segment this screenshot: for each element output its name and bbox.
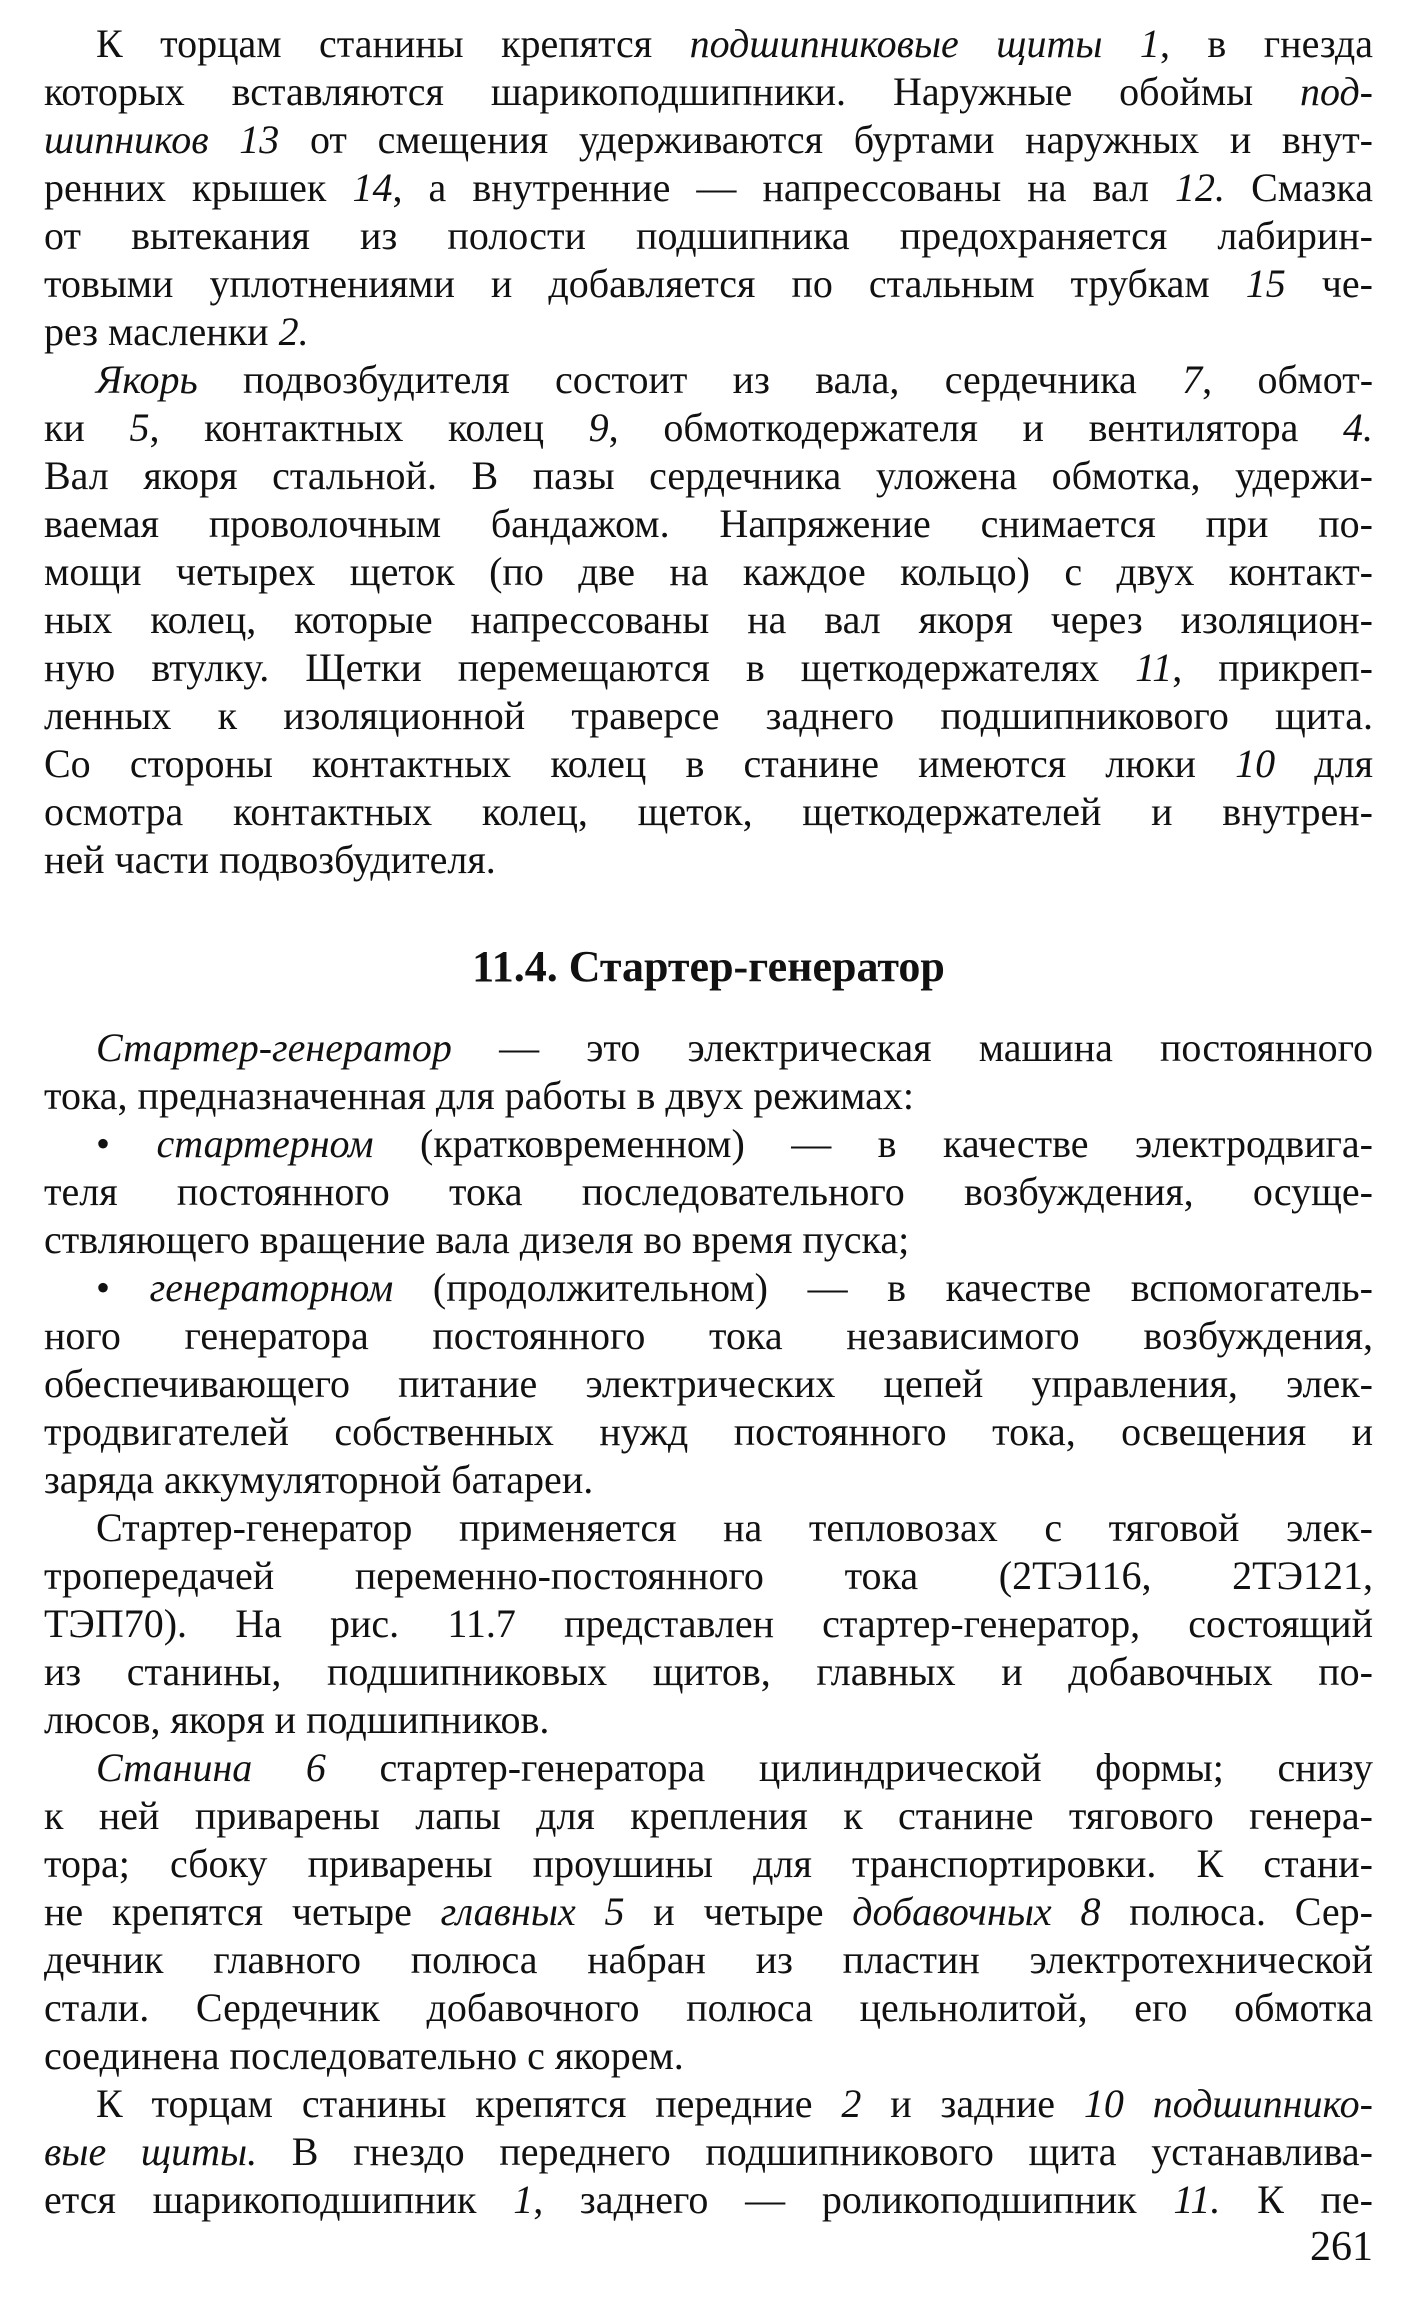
text-line <box>44 740 1373 788</box>
text-line <box>44 164 1373 212</box>
text-segment: полюса. Сер- <box>1100 1889 1373 1934</box>
text-line <box>44 1312 1373 1360</box>
text-segment: ленных к изоляционной траверсе заднего подшипникового щита. <box>44 693 1373 738</box>
text-line <box>44 1216 1373 1264</box>
text-line <box>44 260 1373 308</box>
text-line <box>44 2176 1373 2224</box>
text-line <box>44 68 1373 116</box>
text-segment: тока, предназначенная для работы в двух режимах: <box>44 1073 914 1118</box>
text-line <box>44 788 1373 836</box>
text-line <box>44 1888 1373 1936</box>
text-line <box>44 1696 1373 1744</box>
italic-term: 11 <box>1135 645 1173 690</box>
text-segment: стали. Сердечник добавочного полюса цельнолитой, его обмотка <box>44 1985 1373 2030</box>
text-segment: (продолжительном) — в качестве вспомогатель- <box>393 1265 1373 1310</box>
text-line <box>44 20 1373 68</box>
text-segment: (кратковременном) — в качестве электродвига- <box>373 1121 1373 1166</box>
paragraph <box>44 1024 1373 1120</box>
text-segment: ных колец, которые напрессованы на вал якоря через изоляцион- <box>44 597 1373 642</box>
text-segment: Вал якоря стальной. В пазы сердечника уложена обмотка, удержи- <box>44 453 1373 498</box>
text-line <box>44 2080 1373 2128</box>
text-segment: подвозбудителя состоит из вала, сердечника <box>197 357 1183 402</box>
text-segment: , в гнезда <box>1159 21 1373 66</box>
italic-term: 4. <box>1343 405 1373 450</box>
paragraph <box>44 2080 1373 2224</box>
text-segment: ренних крышек <box>44 165 353 210</box>
italic-term: подшипниковые щиты 1 <box>689 21 1160 66</box>
text-segment: ную втулку. Щетки перемещаются в щеткодержателях <box>44 645 1136 690</box>
text-line <box>44 1648 1373 1696</box>
italic-term: 15 <box>1245 261 1286 306</box>
text-segment: , контактных колец <box>149 405 589 450</box>
italic-term: Стартер-генератор <box>96 1025 452 1070</box>
text-segment: от вытекания из полости подшипника предохраняется лабирин- <box>44 213 1373 258</box>
italic-term: 11. <box>1173 2177 1221 2222</box>
text-line <box>44 1936 1373 1984</box>
italic-term: 14 <box>352 165 393 210</box>
text-line <box>44 1024 1373 1072</box>
text-segment: ваемая проволочным бандажом. Напряжение снимается при по- <box>44 501 1373 546</box>
italic-term: 2 <box>841 2081 862 2126</box>
text-segment: , обмоткодержателя и вентилятора <box>608 405 1343 450</box>
text-line <box>44 1600 1373 1648</box>
text-segment: и задние <box>861 2081 1084 2126</box>
text-segment: заряда аккумуляторной батареи. <box>44 1457 594 1502</box>
text-line <box>44 452 1373 500</box>
text-line <box>44 500 1373 548</box>
text-line <box>44 116 1373 164</box>
text-line <box>44 692 1373 740</box>
text-segment: , обмот- <box>1202 357 1373 402</box>
text-segment: товыми уплотнениями и добавляется по стальным трубкам <box>44 261 1246 306</box>
text-segment: тропередачей переменно-постоянного тока (2ТЭ116, 2ТЭ121, <box>44 1553 1373 1598</box>
text-segment: для <box>1275 741 1373 786</box>
text-line <box>44 1168 1373 1216</box>
text-line <box>44 2128 1373 2176</box>
text-line <box>44 1840 1373 1888</box>
paragraph <box>44 20 1373 356</box>
italic-term: 7 <box>1182 357 1203 402</box>
italic-term: 1 <box>513 2177 534 2222</box>
text-line <box>44 1456 1373 1504</box>
text-line <box>44 1984 1373 2032</box>
text-line <box>44 596 1373 644</box>
text-segment: Стартер-генератор применяется на тепловозах с тяговой элек- <box>96 1505 1373 1550</box>
italic-term: 9 <box>588 405 609 450</box>
italic-term: вые щиты. <box>44 2129 258 2174</box>
text-segment: из станины, подшипниковых щитов, главных и добавочных по- <box>44 1649 1373 1694</box>
text-line <box>44 1792 1373 1840</box>
text-line <box>44 2032 1373 2080</box>
text-segment: дечник главного полюса набран из пластин электротехнической <box>44 1937 1373 1982</box>
text-line <box>44 356 1373 404</box>
text-segment: ется шарикоподшипник <box>44 2177 514 2222</box>
text-segment: К пе- <box>1220 2177 1373 2222</box>
text-line <box>44 1504 1373 1552</box>
text-segment: Смазка <box>1225 165 1373 210</box>
italic-term: генераторном <box>149 1265 394 1310</box>
text-segment: • <box>96 1265 150 1310</box>
text-segment: стартер-генератора цилиндрической формы; снизу <box>325 1745 1373 1790</box>
italic-term: Станина 6 <box>96 1745 326 1790</box>
text-segment: тродвигателей собственных нужд постоянного тока, освещения и <box>44 1409 1373 1454</box>
italic-term: шипников 13 <box>44 117 280 162</box>
text-segment: осмотра контактных колец, щеток, щеткодержателей и внутрен- <box>44 789 1373 834</box>
text-segment: че- <box>1285 261 1373 306</box>
text-segment: обеспечивающего питание электрических цепей управления, элек- <box>44 1361 1373 1406</box>
text-segment: ствляющего вращение вала дизеля во время пуска; <box>44 1217 910 1262</box>
paragraph <box>44 1504 1373 1744</box>
text-segment: В гнездо переднего подшипникового щита устанавлива- <box>257 2129 1373 2174</box>
text-line <box>44 212 1373 260</box>
paragraph <box>44 1120 1373 1264</box>
italic-term: 12. <box>1175 165 1226 210</box>
text-segment: которых вставляются шарикоподшипники. Наружные обоймы <box>44 69 1300 114</box>
text-line <box>44 1264 1373 1312</box>
text-segment: тора; сбоку приварены проушины для транспортировки. К стани- <box>44 1841 1373 1886</box>
page-number: 261 <box>1310 2224 1373 2270</box>
text-segment: и четыре <box>624 1889 853 1934</box>
text-segment: — это электрическая машина постоянного <box>451 1025 1373 1070</box>
text-segment: , заднего — роликоподшипник <box>533 2177 1174 2222</box>
text-segment: Со стороны контактных колец в станине имеются люки <box>44 741 1236 786</box>
text-segment: ного генератора постоянного тока независимого возбуждения, <box>44 1313 1373 1358</box>
text-segment: ки <box>44 405 130 450</box>
italic-term: 2. <box>278 309 309 354</box>
paragraph <box>44 356 1373 884</box>
italic-term: 10 <box>1235 741 1276 786</box>
text-line <box>44 1360 1373 1408</box>
text-line <box>44 308 1373 356</box>
text-line <box>44 1120 1373 1168</box>
text-segment: рез масленки <box>44 309 279 354</box>
italic-term: главных 5 <box>440 1889 625 1934</box>
italic-term: стартерном <box>156 1121 374 1166</box>
text-segment: к ней приварены лапы для крепления к станине тягового генера- <box>44 1793 1373 1838</box>
text-segment: теля постоянного тока последовательного возбуждения, осуще- <box>44 1169 1373 1214</box>
italic-term: 10 подшипнико- <box>1083 2081 1373 2126</box>
text-segment: ТЭП70). На рис. 11.7 представлен стартер-генератор, состоящий <box>44 1601 1373 1646</box>
text-segment: ней части подвозбудителя. <box>44 837 496 882</box>
text-segment: , прикреп- <box>1172 645 1373 690</box>
text-segment: люсов, якоря и подшипников. <box>44 1697 550 1742</box>
italic-term: 5 <box>129 405 150 450</box>
text-segment: не крепятся четыре <box>44 1889 441 1934</box>
text-segment: мощи четырех щеток (по две на каждое кольцо) с двух контакт- <box>44 549 1373 594</box>
italic-term: под- <box>1299 69 1373 114</box>
italic-term: добавочных 8 <box>852 1889 1101 1934</box>
text-segment: от смещения удерживаются буртами наружных и внут- <box>279 117 1373 162</box>
paragraph <box>44 1744 1373 2080</box>
text-line <box>44 404 1373 452</box>
text-line <box>44 548 1373 596</box>
text-line <box>44 1072 1373 1120</box>
text-line <box>44 836 1373 884</box>
text-segment: соединена последовательно с якорем. <box>44 2033 684 2078</box>
text-segment: К торцам станины крепятся передние <box>96 2081 842 2126</box>
text-segment: К торцам станины крепятся <box>96 21 690 66</box>
text-block-top <box>44 20 1373 884</box>
section-heading: 11.4. Стартер-генератор <box>472 942 945 991</box>
text-line <box>44 644 1373 692</box>
text-segment: • <box>96 1121 157 1166</box>
text-block-bottom <box>44 1024 1373 2224</box>
italic-term: Якорь <box>96 357 198 402</box>
text-line <box>44 1552 1373 1600</box>
text-line <box>44 1408 1373 1456</box>
paragraph <box>44 1264 1373 1504</box>
text-segment: , а внутренние — напрессованы на вал <box>392 165 1176 210</box>
text-line <box>44 1744 1373 1792</box>
